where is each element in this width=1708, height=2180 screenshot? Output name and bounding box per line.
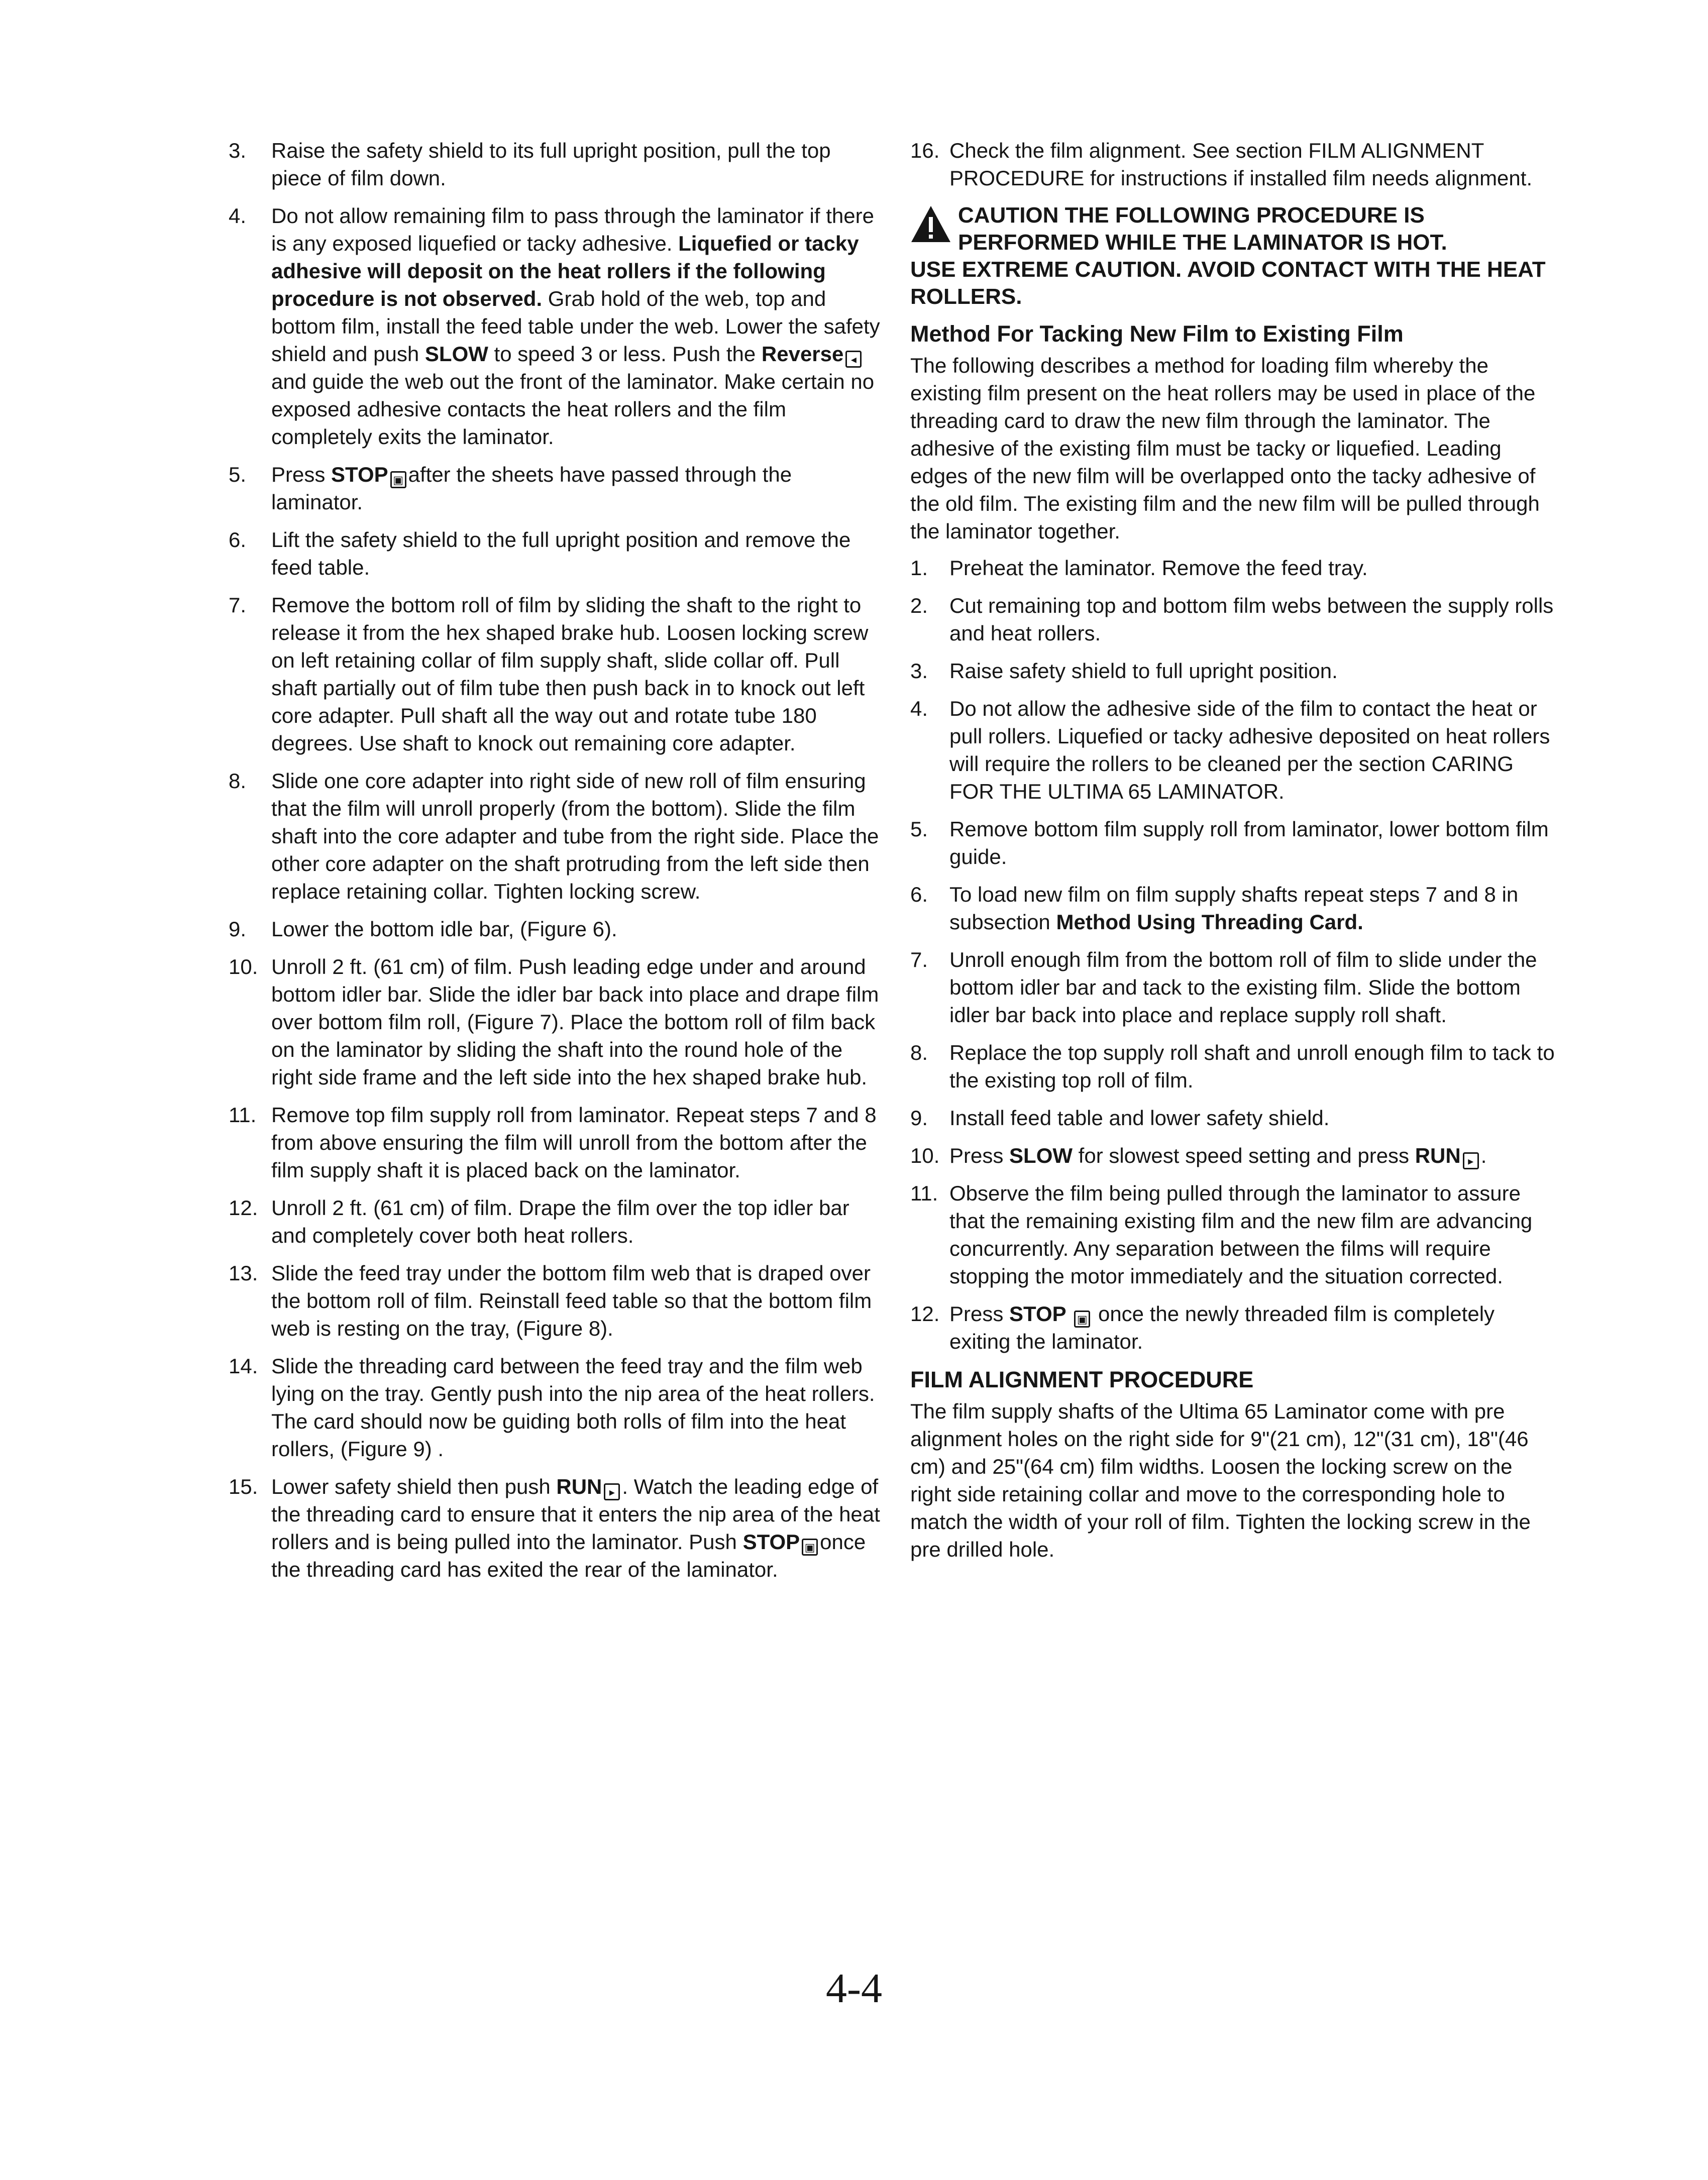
run-button-icon: ▸ — [1463, 1152, 1479, 1169]
step-text: once the threading card has exited the rear of the laminator. — [271, 1530, 866, 1581]
list-item — [910, 946, 1558, 1029]
list-item — [910, 1142, 1558, 1169]
step-number: 4. — [910, 697, 928, 720]
step-number: 8. — [910, 1041, 928, 1064]
left-column — [229, 137, 882, 1593]
step-number: 1. — [910, 556, 928, 580]
list-item — [229, 137, 882, 192]
list-item — [229, 526, 882, 581]
alignment-text: The film supply shafts of the Ultima 65 Laminator come with pre alignment holes on the right side for 9"(21 cm), 12"(31 cm), 18"(46 cm) and 25"(64 cm) film widths. Loosen the locking screw on the right side retaining collar and move to the corresponding hole to match the width of your roll of film. Tighten the locking screw in the pre drilled hole. — [910, 1399, 1531, 1561]
caution-line-2: PERFORMED WHILE THE LAMINATOR IS HOT. — [958, 230, 1447, 255]
caution-block — [910, 202, 1558, 310]
step-text: to speed 3 or less. Push the — [488, 342, 762, 366]
caution-line-1: CAUTION THE FOLLOWING PROCEDURE IS — [958, 203, 1425, 228]
step-number: 11. — [229, 1103, 257, 1127]
step-number: 16. — [910, 139, 940, 162]
step-number: 8. — [229, 769, 247, 793]
method-heading: Method For Tacking New Film to Existing Film — [910, 321, 1404, 347]
step-text-bold: STOP — [331, 463, 388, 486]
list-item — [229, 953, 882, 1091]
right-column — [910, 137, 1558, 1572]
threading-steps-list — [229, 137, 882, 1583]
step-text: Lower the bottom idle bar, (Figure 6). — [271, 917, 617, 941]
step-text: Unroll 2 ft. (61 cm) of film. Push leading edge under and around bottom idler bar. Slide the idler bar back into place and drape film over bottom film roll, (Figure 7). Place the bottom roll of film back on the laminator by sliding the shaft into the round hole of the right side frame and the left side into the hex shaped brake hub. — [271, 955, 879, 1089]
step-text: Check the film alignment. See section FILM ALIGNMENT PROCEDURE for instructions if installed film needs alignment. — [949, 139, 1533, 190]
step-number: 3. — [229, 139, 247, 162]
list-item — [229, 1101, 882, 1184]
list-item — [229, 591, 882, 757]
threading-steps-continued-list — [910, 137, 1558, 192]
list-item — [229, 1473, 882, 1583]
list-item — [229, 461, 882, 516]
step-text: Unroll 2 ft. (61 cm) of film. Drape the film over the top idler bar and completely cover both heat rollers. — [271, 1196, 849, 1247]
step-number: 5. — [229, 463, 247, 486]
step-text: Lift the safety shield to the full upright position and remove the feed table. — [271, 528, 851, 579]
stop-button-icon: ▣ — [802, 1539, 818, 1556]
step-number: 10. — [910, 1144, 940, 1167]
step-text: . Watch the leading edge of the threading card to ensure that it enters the nip area of the heat rollers and is being pulled into the laminator. Push — [271, 1475, 880, 1554]
step-number: 15. — [229, 1475, 258, 1498]
step-text: Grab hold of the web, top and bottom film, install the feed table under the web. Lower the safety shield and push — [271, 287, 880, 366]
step-text: Slide the threading card between the feed tray and the film web lying on the tray. Gently push into the nip area of the heat rollers. The card should now be guiding both rolls of film into the heat rollers, (Figure 9) . — [271, 1354, 875, 1461]
list-item — [229, 767, 882, 905]
step-text: after the sheets have passed through the laminator. — [271, 463, 792, 514]
step-number: 10. — [229, 955, 258, 978]
list-item — [910, 1104, 1558, 1132]
step-text: Press — [949, 1302, 1010, 1326]
step-number: 4. — [229, 204, 247, 228]
step-text: Replace the top supply roll shaft and unroll enough film to tack to the existing top roll of film. — [949, 1041, 1555, 1092]
step-number: 7. — [229, 593, 247, 617]
step-text: Observe the film being pulled through the laminator to assure that the remaining existing film and the new film are advancing concurrently. Any separation between the films will require stopping the motor immediately and the situation corrected. — [949, 1181, 1533, 1288]
list-item — [910, 554, 1558, 582]
method-intro: The following describes a method for loading film whereby the existing film present on the heat rollers may be used in place of the threading card to draw the new film through the laminator. The adhesive of the existing film must be tacky or liquefied. Leading edges of the new film will be overlapped onto the tacky adhesive of the old film. The existing film and the new film will be pulled through the laminator together. — [910, 354, 1540, 543]
step-number: 6. — [229, 528, 247, 552]
step-text-bold: SLOW — [424, 342, 488, 366]
step-number: 3. — [910, 659, 928, 683]
step-text: once the newly threaded film is completely exiting the laminator. — [949, 1302, 1495, 1353]
list-item — [910, 1039, 1558, 1094]
list-item — [910, 695, 1558, 805]
list-item — [229, 1352, 882, 1463]
list-item — [910, 1300, 1558, 1355]
step-text: . — [1480, 1144, 1487, 1167]
step-text: and guide the web out the front of the laminator. Make certain no exposed adhesive contacts the heat rollers and the film completely exits the laminator. — [271, 370, 875, 449]
list-item — [910, 815, 1558, 870]
alignment-heading: FILM ALIGNMENT PROCEDURE — [910, 1367, 1254, 1392]
step-text-bold: STOP — [742, 1530, 800, 1554]
caution-line-3: USE EXTREME CAUTION. AVOID CONTACT WITH THE HEAT ROLLERS. — [910, 257, 1546, 309]
step-number: 7. — [910, 948, 928, 971]
step-number: 9. — [910, 1106, 928, 1130]
stop-button-icon: ▣ — [1074, 1311, 1090, 1328]
warning-triangle-icon — [910, 205, 951, 243]
list-item — [910, 1179, 1558, 1290]
step-text: Do not allow remaining film to pass through the laminator if there is any exposed liquefied or tacky adhesive. — [271, 204, 874, 255]
stop-button-icon: ▣ — [390, 471, 406, 488]
step-text: Remove top film supply roll from laminator. Repeat steps 7 and 8 from above ensuring the film will unroll from the bottom after the film supply shaft it is placed back on the laminator. — [271, 1103, 877, 1182]
step-text-bold: STOP — [1009, 1302, 1066, 1326]
list-item — [229, 1259, 882, 1342]
step-number: 11. — [910, 1181, 938, 1205]
step-number: 12. — [229, 1196, 258, 1220]
step-text: Lower safety shield then push — [271, 1475, 557, 1498]
step-number: 6. — [910, 883, 928, 906]
list-item — [229, 915, 882, 943]
step-number: 14. — [229, 1354, 258, 1378]
reverse-button-icon: ◂ — [845, 351, 862, 368]
step-text: Press — [949, 1144, 1010, 1167]
list-item — [910, 881, 1558, 936]
step-text: Remove bottom film supply roll from laminator, lower bottom film guide. — [949, 817, 1549, 868]
step-text: Press — [271, 463, 332, 486]
step-text: Slide one core adapter into right side of new roll of film ensuring that the film will unroll properly (from the bottom). Slide the film shaft into the core adapter and tube from the right side. Place the other core adapter on the shaft protruding from the left side then replace retaining collar. Tighten locking screw. — [271, 769, 879, 903]
list-item — [910, 657, 1558, 685]
step-number: 13. — [229, 1261, 258, 1285]
step-text: Unroll enough film from the bottom roll of film to slide under the bottom idler bar and tack to the existing film. Slide the bottom idler bar back into place and replace supply roll shaft. — [949, 948, 1537, 1027]
step-text: Slide the feed tray under the bottom film web that is draped over the bottom roll of film. Reinstall feed table so that the bottom film web is resting on the tray, (Figure 8). — [271, 1261, 872, 1340]
step-text: Preheat the laminator. Remove the feed tray. — [949, 556, 1368, 580]
step-text-bold: RUN — [1415, 1144, 1461, 1167]
step-text: To load new film on film supply shafts repeat steps 7 and 8 in subsection — [949, 883, 1519, 934]
step-text-bold: SLOW — [1009, 1144, 1073, 1167]
step-number: 2. — [910, 594, 928, 617]
step-text: for slowest speed setting and press — [1073, 1144, 1415, 1167]
step-text-bold: Reverse — [761, 342, 844, 366]
step-text: Do not allow the adhesive side of the film to contact the heat or pull rollers. Liquefied or tacky adhesive deposited on heat rollers will require the rollers to be cleaned per the section CARING FOR THE ULTIMA 65 LAMINATOR. — [949, 697, 1550, 803]
step-number: 12. — [910, 1302, 940, 1326]
list-item — [229, 202, 882, 451]
page-number: 4-4 — [826, 1965, 882, 2012]
step-number: 5. — [910, 817, 928, 841]
step-text: Remove the bottom roll of film by sliding the shaft to the right to release it from the hex shaped brake hub. Loosen locking screw on left retaining collar of film supply shaft, slide collar off. Pull shaft partially out of film tube then push back in to knock out left core adapter. Pull shaft all the way out and rotate tube 180 degrees. Use shaft to knock out remaining core adapter. — [271, 593, 869, 755]
step-text-bold: Liquefied or tacky adhesive will deposit on the heat rollers if the following procedure is not observed. — [271, 232, 859, 310]
run-button-icon: ▸ — [604, 1483, 620, 1500]
step-text-bold: RUN — [556, 1475, 602, 1498]
list-item — [229, 1194, 882, 1249]
step-text: Raise the safety shield to its full upright position, pull the top piece of film down. — [271, 139, 831, 190]
tacking-steps-list — [910, 554, 1558, 1355]
list-item — [910, 592, 1558, 647]
step-text: Raise safety shield to full upright position. — [949, 659, 1338, 683]
step-text: Cut remaining top and bottom film webs between the supply rolls and heat rollers. — [949, 594, 1554, 645]
list-item — [910, 137, 1558, 192]
step-text: Install feed table and lower safety shield. — [949, 1106, 1330, 1130]
step-text-bold: Method Using Threading Card. — [1056, 910, 1363, 934]
step-number: 9. — [229, 917, 247, 941]
step-text — [1066, 1302, 1073, 1326]
